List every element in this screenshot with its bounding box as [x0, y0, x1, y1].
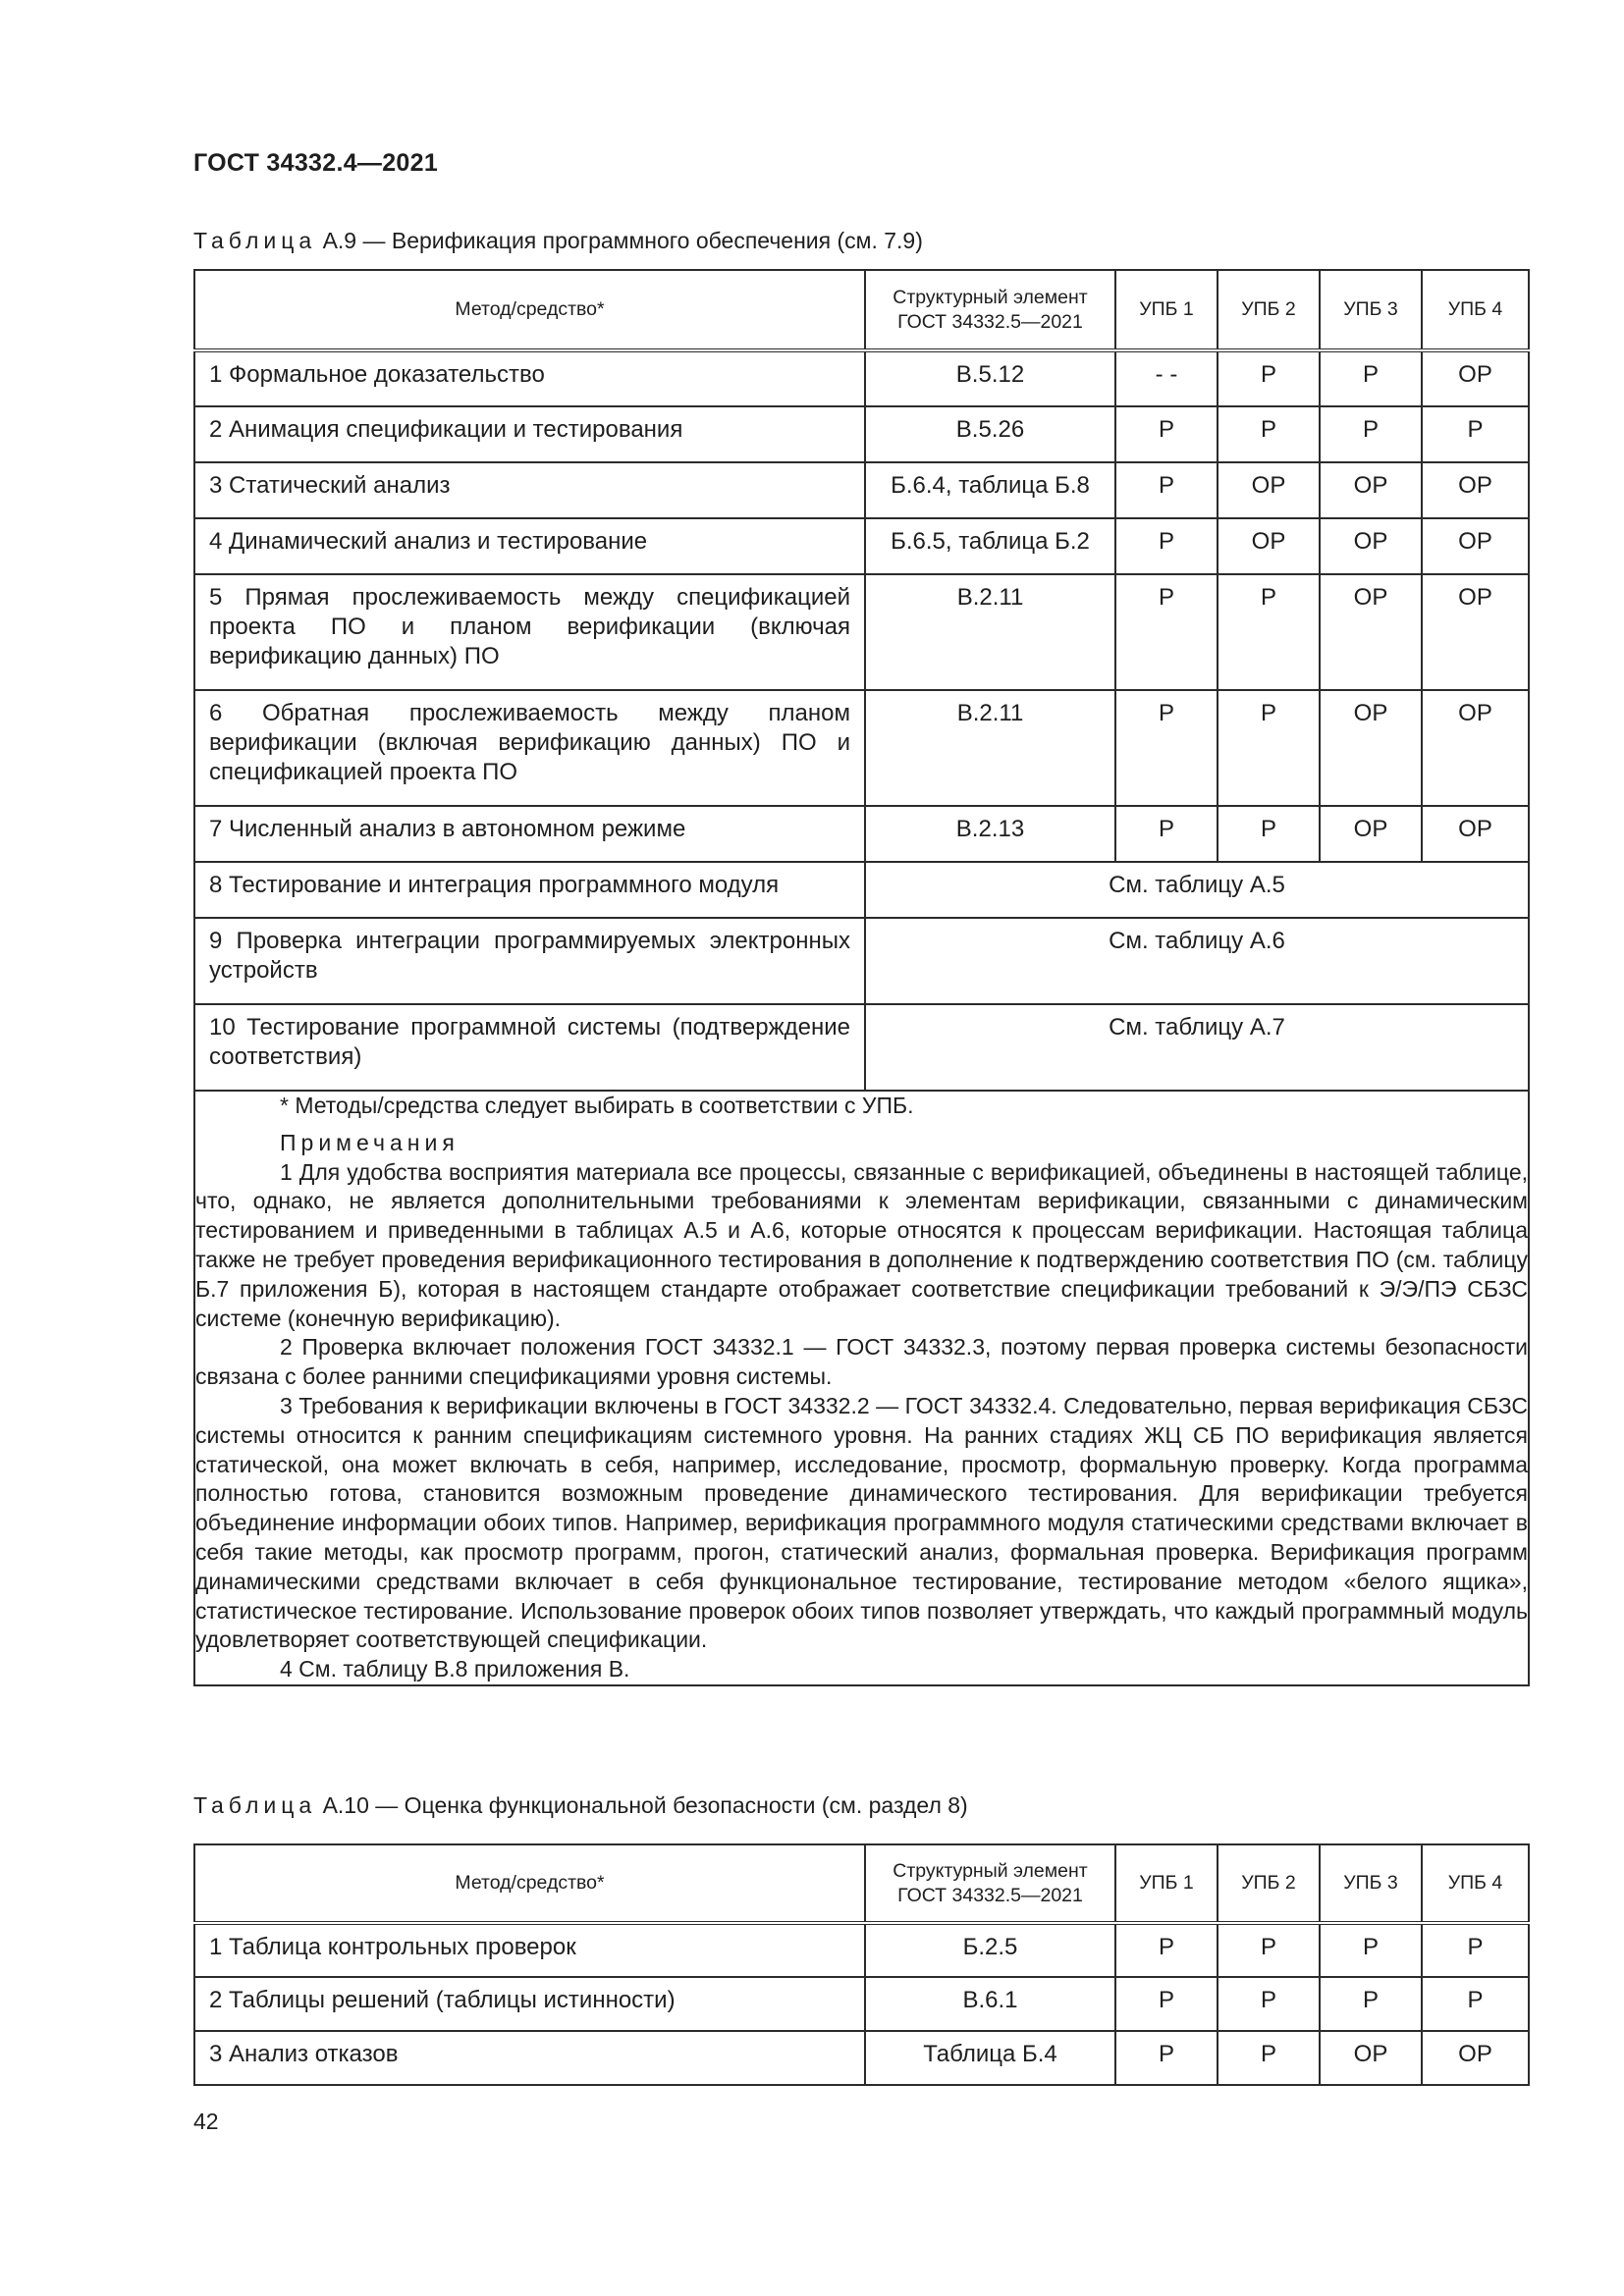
upb3-cell: Р: [1320, 406, 1422, 462]
table-row: [194, 806, 1529, 862]
upb4-cell: ОР: [1422, 690, 1529, 806]
column-header-method: Метод/средство*: [194, 1844, 865, 1923]
upb4-cell: ОР: [1422, 806, 1529, 862]
upb4-cell: ОР: [1422, 518, 1529, 574]
footnote-text: * Методы/средства следует выбирать в соответствии с УПБ.: [280, 1093, 914, 1118]
structural-ref-cell: В.5.12: [865, 350, 1115, 406]
upb4-cell: ОР: [1422, 574, 1529, 690]
table-a9-caption-label: Таблица: [193, 228, 317, 253]
upb4-cell: Р: [1422, 1977, 1529, 2031]
upb3-cell: ОР: [1320, 518, 1422, 574]
table-a10-header-row: [194, 1844, 1529, 1923]
table-notes-cell: [194, 1091, 1529, 1685]
upb2-cell: Р: [1218, 2031, 1320, 2085]
method-cell: 6 Обратная прослеживаемость между планом верификации (включая верификацию данных) ПО и спецификацией проекта ПО: [194, 690, 865, 806]
upb2-cell: Р: [1218, 406, 1320, 462]
table-a9-caption-text: А.9 — Верификация программного обеспечения (см. 7.9): [322, 228, 923, 253]
table-a10: [193, 1843, 1530, 2086]
upb2-cell: Р: [1218, 574, 1320, 690]
method-cell: 1 Таблица контрольных проверок: [194, 1923, 865, 1977]
column-header-structural-element: [865, 1844, 1115, 1923]
column-header-upb4: УПБ 4: [1422, 1844, 1529, 1923]
column-header-upb3: УПБ 3: [1320, 1844, 1422, 1923]
table-notes-row: [194, 1091, 1529, 1685]
upb3-cell: Р: [1320, 1923, 1422, 1977]
method-cell: 9 Проверка интеграции программируемых электронных устройств: [194, 918, 865, 1004]
method-cell: 2 Анимация спецификации и тестирования: [194, 406, 865, 462]
upb4-cell: ОР: [1422, 462, 1529, 518]
see-table-reference-cell: См. таблицу А.5: [865, 862, 1529, 918]
upb4-cell: ОР: [1422, 350, 1529, 406]
upb2-cell: ОР: [1218, 462, 1320, 518]
structural-ref-cell: Таблица Б.4: [865, 2031, 1115, 2085]
note-paragraph: 2 Проверка включает положения ГОСТ 34332.1 — ГОСТ 34332.3, поэтому первая проверка системы безопасности связана с более ранними спецификациями уровня системы.: [195, 1334, 1528, 1390]
upb1-cell: Р: [1115, 518, 1218, 574]
structural-ref-cell: Б.6.4, таблица Б.8: [865, 462, 1115, 518]
table-a9: [193, 269, 1530, 1686]
upb2-cell: Р: [1218, 806, 1320, 862]
table-row: [194, 574, 1529, 690]
upb1-cell: Р: [1115, 806, 1218, 862]
column-header-upb2: УПБ 2: [1218, 270, 1320, 350]
table-a10-caption-text: А.10 — Оценка функциональной безопасности (см. раздел 8): [322, 1792, 968, 1818]
column-header-structural-line1: Структурный элемент: [893, 286, 1088, 308]
structural-ref-cell: В.2.11: [865, 690, 1115, 806]
upb1-cell: Р: [1115, 574, 1218, 690]
table-row: [194, 350, 1529, 406]
structural-ref-cell: В.6.1: [865, 1977, 1115, 2031]
table-row: [194, 690, 1529, 806]
table-row: [194, 462, 1529, 518]
column-header-structural-line2: ГОСТ 34332.5—2021: [897, 310, 1083, 333]
note-paragraph: 1 Для удобства восприятия материала все процессы, связанные с верификацией, объединены в настоящей таблице, что, однако, не является дополнительными требованиями к элементам верификации, связанными с динамическим тестированием и приведенными в таблицах А.5 и А.6, которые относятся к процессам верификации. Настоящая таблица также не требует проведения верификационного тестирования в дополнение к подтверждению соответствия ПО (см. таблицу Б.7 приложения Б), которая в настоящем стандарте отображает соответствие спецификации требований к Э/Э/ПЭ СБЗС системе (конечную верификацию).: [195, 1158, 1528, 1331]
column-header-upb3: УПБ 3: [1320, 270, 1422, 350]
table-a9-header-row: [194, 270, 1529, 350]
column-header-upb1: УПБ 1: [1115, 270, 1218, 350]
upb1-cell: - -: [1115, 350, 1218, 406]
table-row: [194, 918, 1529, 1004]
table-row: [194, 406, 1529, 462]
upb2-cell: Р: [1218, 1923, 1320, 1977]
upb3-cell: ОР: [1320, 690, 1422, 806]
method-cell: 2 Таблицы решений (таблицы истинности): [194, 1977, 865, 2031]
upb3-cell: ОР: [1320, 2031, 1422, 2085]
structural-ref-cell: Б.6.5, таблица Б.2: [865, 518, 1115, 574]
upb3-cell: ОР: [1320, 462, 1422, 518]
structural-ref-cell: В.5.26: [865, 406, 1115, 462]
upb3-cell: ОР: [1320, 806, 1422, 862]
note-paragraph: 3 Требования к верификации включены в ГОСТ 34332.2 — ГОСТ 34332.4. Следовательно, первая верификация СБЗС системы относится к ранним спецификациям системного уровня. На ранних стадиях ЖЦ СБ ПО верификация является статической, она может включать в себя, например, исследование, просмотр, формальную проверку. Когда программа полностью готова, становится возможным проведение динамического тестирования. Для верификации требуется объединение информации обоих типов. Например, верификация программного модуля статическими средствами включает в себя такие методы, как просмотр программ, прогон, статический анализ, формальная проверка. Верификация программ динамическими средствами включает в себя функциональное тестирование, тестирование методом «белого ящика», статистическое тестирование. Использование проверок обоих типов позволяет утверждать, что каждый программный модуль удовлетворяет соответствующей спецификации.: [195, 1392, 1528, 1653]
column-header-structural-line2: ГОСТ 34332.5—2021: [897, 1884, 1083, 1906]
method-cell: 1 Формальное доказательство: [194, 350, 865, 406]
method-cell: 3 Анализ отказов: [194, 2031, 865, 2085]
table-row: [194, 2031, 1529, 2085]
note-paragraph: 4 См. таблицу В.8 приложения В.: [280, 1656, 630, 1682]
table-a10-caption: [193, 1792, 968, 1819]
upb2-cell: Р: [1218, 1977, 1320, 2031]
upb1-cell: Р: [1115, 406, 1218, 462]
column-header-method: Метод/средство*: [194, 270, 865, 350]
upb2-cell: Р: [1218, 690, 1320, 806]
upb4-cell: Р: [1422, 406, 1529, 462]
column-header-structural-line1: Структурный элемент: [893, 1859, 1088, 1882]
table-row: [194, 1923, 1529, 1977]
upb2-cell: ОР: [1218, 518, 1320, 574]
upb3-cell: Р: [1320, 1977, 1422, 2031]
upb1-cell: Р: [1115, 2031, 1218, 2085]
upb1-cell: Р: [1115, 1923, 1218, 1977]
column-header-upb1: УПБ 1: [1115, 1844, 1218, 1923]
upb3-cell: ОР: [1320, 574, 1422, 690]
column-header-structural-element: [865, 270, 1115, 350]
method-cell: 3 Статический анализ: [194, 462, 865, 518]
notes-title: Примечания: [280, 1129, 460, 1155]
upb1-cell: Р: [1115, 690, 1218, 806]
structural-ref-cell: Б.2.5: [865, 1923, 1115, 1977]
method-cell: 10 Тестирование программной системы (подтверждение соответствия): [194, 1004, 865, 1091]
column-header-upb4: УПБ 4: [1422, 270, 1529, 350]
structural-ref-cell: В.2.13: [865, 806, 1115, 862]
see-table-reference-cell: См. таблицу А.6: [865, 918, 1529, 1004]
table-row: [194, 862, 1529, 918]
structural-ref-cell: В.2.11: [865, 574, 1115, 690]
document-code-header: ГОСТ 34332.4—2021: [193, 149, 439, 177]
method-cell: 7 Численный анализ в автономном режиме: [194, 806, 865, 862]
upb1-cell: Р: [1115, 1977, 1218, 2031]
upb3-cell: Р: [1320, 350, 1422, 406]
table-a9-caption: [193, 228, 923, 254]
table-row: [194, 1977, 1529, 2031]
table-a10-caption-label: Таблица: [193, 1792, 317, 1818]
upb1-cell: Р: [1115, 462, 1218, 518]
method-cell: 5 Прямая прослеживаемость между спецификацией проекта ПО и планом верификации (включая верификацию данных) ПО: [194, 574, 865, 690]
upb4-cell: ОР: [1422, 2031, 1529, 2085]
method-cell: 4 Динамический анализ и тестирование: [194, 518, 865, 574]
see-table-reference-cell: См. таблицу А.7: [865, 1004, 1529, 1091]
method-cell: 8 Тестирование и интеграция программного модуля: [194, 862, 865, 918]
column-header-upb2: УПБ 2: [1218, 1844, 1320, 1923]
upb2-cell: Р: [1218, 350, 1320, 406]
page-number: 42: [193, 2109, 219, 2134]
upb4-cell: Р: [1422, 1923, 1529, 1977]
table-row: [194, 518, 1529, 574]
table-row: [194, 1004, 1529, 1091]
